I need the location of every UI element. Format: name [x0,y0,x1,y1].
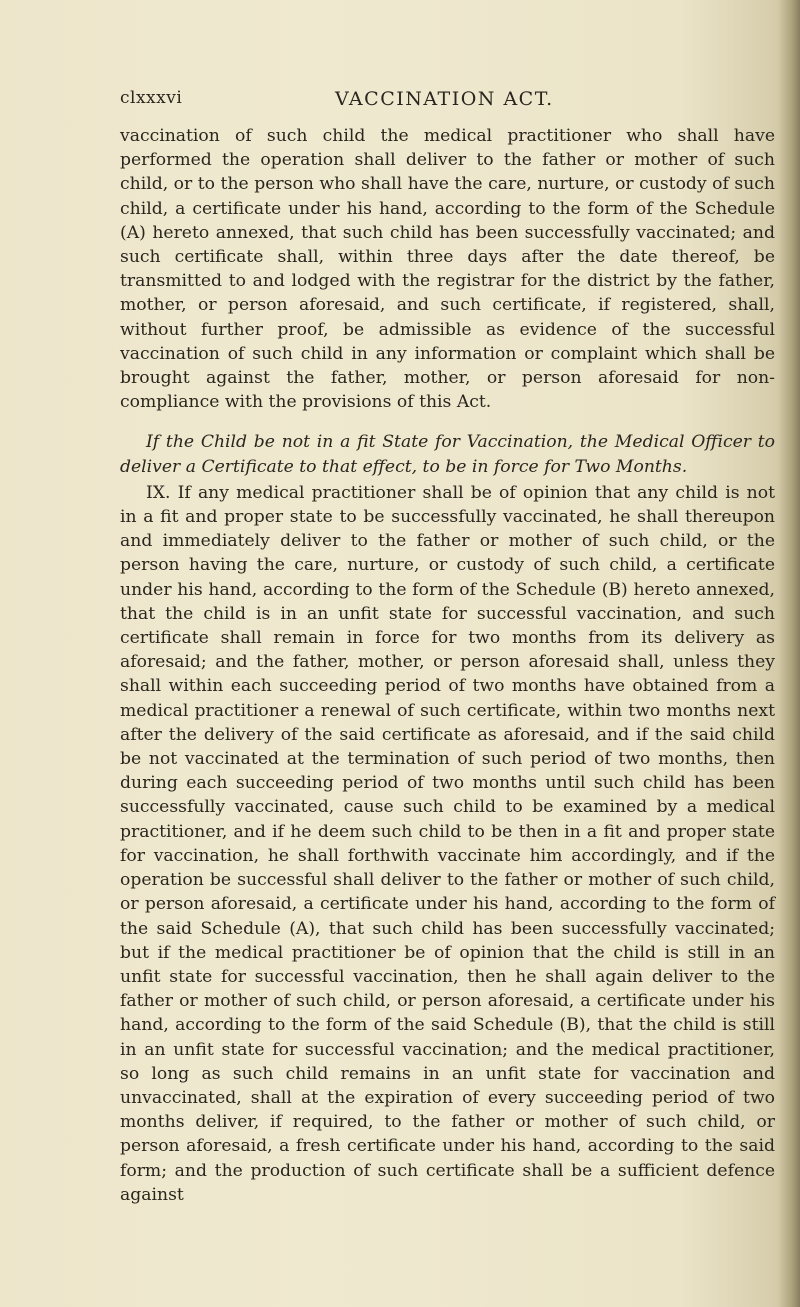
opening-paragraph: vaccination of such child the medical practitioner who shall have performed the operation shall deliver to the father or mother of such child, or to the person who shall have the care, nurture, or custody of such child, a certificate under his hand, according to the form of the Schedule (A) hereto annexed, that such child has been successfully vaccinated; and such certificate shall, within three days after the date thereof, be transmitted to and lodged with the registrar for the district by the father, mother, or person aforesaid, and such certificate, if registered, shall, without further proof, be admissible as evidence of the successful vaccination of such child in any information or complaint which shall be brought against the father, mother, or person aforesaid for non-compliance with the provisions of this Act. [120,126,775,413]
page-number: clxxxvi [120,88,183,108]
running-title: VACCINATION ACT. [335,88,554,110]
body-text [120,124,775,1207]
running-head [120,88,770,116]
section-heading: If the Child be not in a fit State for Vaccination, the Medical Officer to deliver a Certificate to that effect, to be in force for Two Months. [120,432,775,477]
section-ix-paragraph: IX. If any medical practitioner shall be of opinion that any child is not in a fit and proper state to be successfully vaccinated, he shall thereupon and immediately deliver to the father or mother of such child, or the person having the care, nurture, or custody of such child, a certificate under his hand, according to the form of the Schedule (B) hereto annexed, that the child is in an unfit state for successful vaccination, and such certificate shall remain in force for two months from its delivery as aforesaid; and the father, mother, or person aforesaid shall, unless they shall within each succeeding period of two months have obtained from a medical practitioner a renewal of such certificate, within two months next after the delivery of the said certificate as aforesaid, and if the said child be not vaccinated at the termination of such period of two months, then during each succeeding period of two months until such child has been successfully vaccinated, cause such child to be examined by a medical practitioner, and if he deem such child to be then in a fit and proper state for vaccination, he shall forthwith vaccinate him accordingly, and if the operation be successful shall deliver to the father or mother of such child, or person aforesaid, a certificate under his hand, according to the form of the said Schedule (A), that such child has been successfully vaccinated; but if the medical practitioner be of opinion that the child is still in an unfit state for successful vaccination, then he shall again deliver to the father or mother of such child, or person aforesaid, a certificate under his hand, according to the form of the said Schedule (B), that the child is still in an unfit state for successful vaccination; and the medical practitioner, so long as such child remains in an unfit state for vaccination and unvaccinated, shall at the expiration of every succeeding period of two months deliver, if required, to the father or mother of such child, or person aforesaid, a fresh certificate under his hand, according to the said form; and the production of such certificate shall be a sufficient defence against [120,482,775,1205]
binding-edge-shadow [778,0,800,1307]
